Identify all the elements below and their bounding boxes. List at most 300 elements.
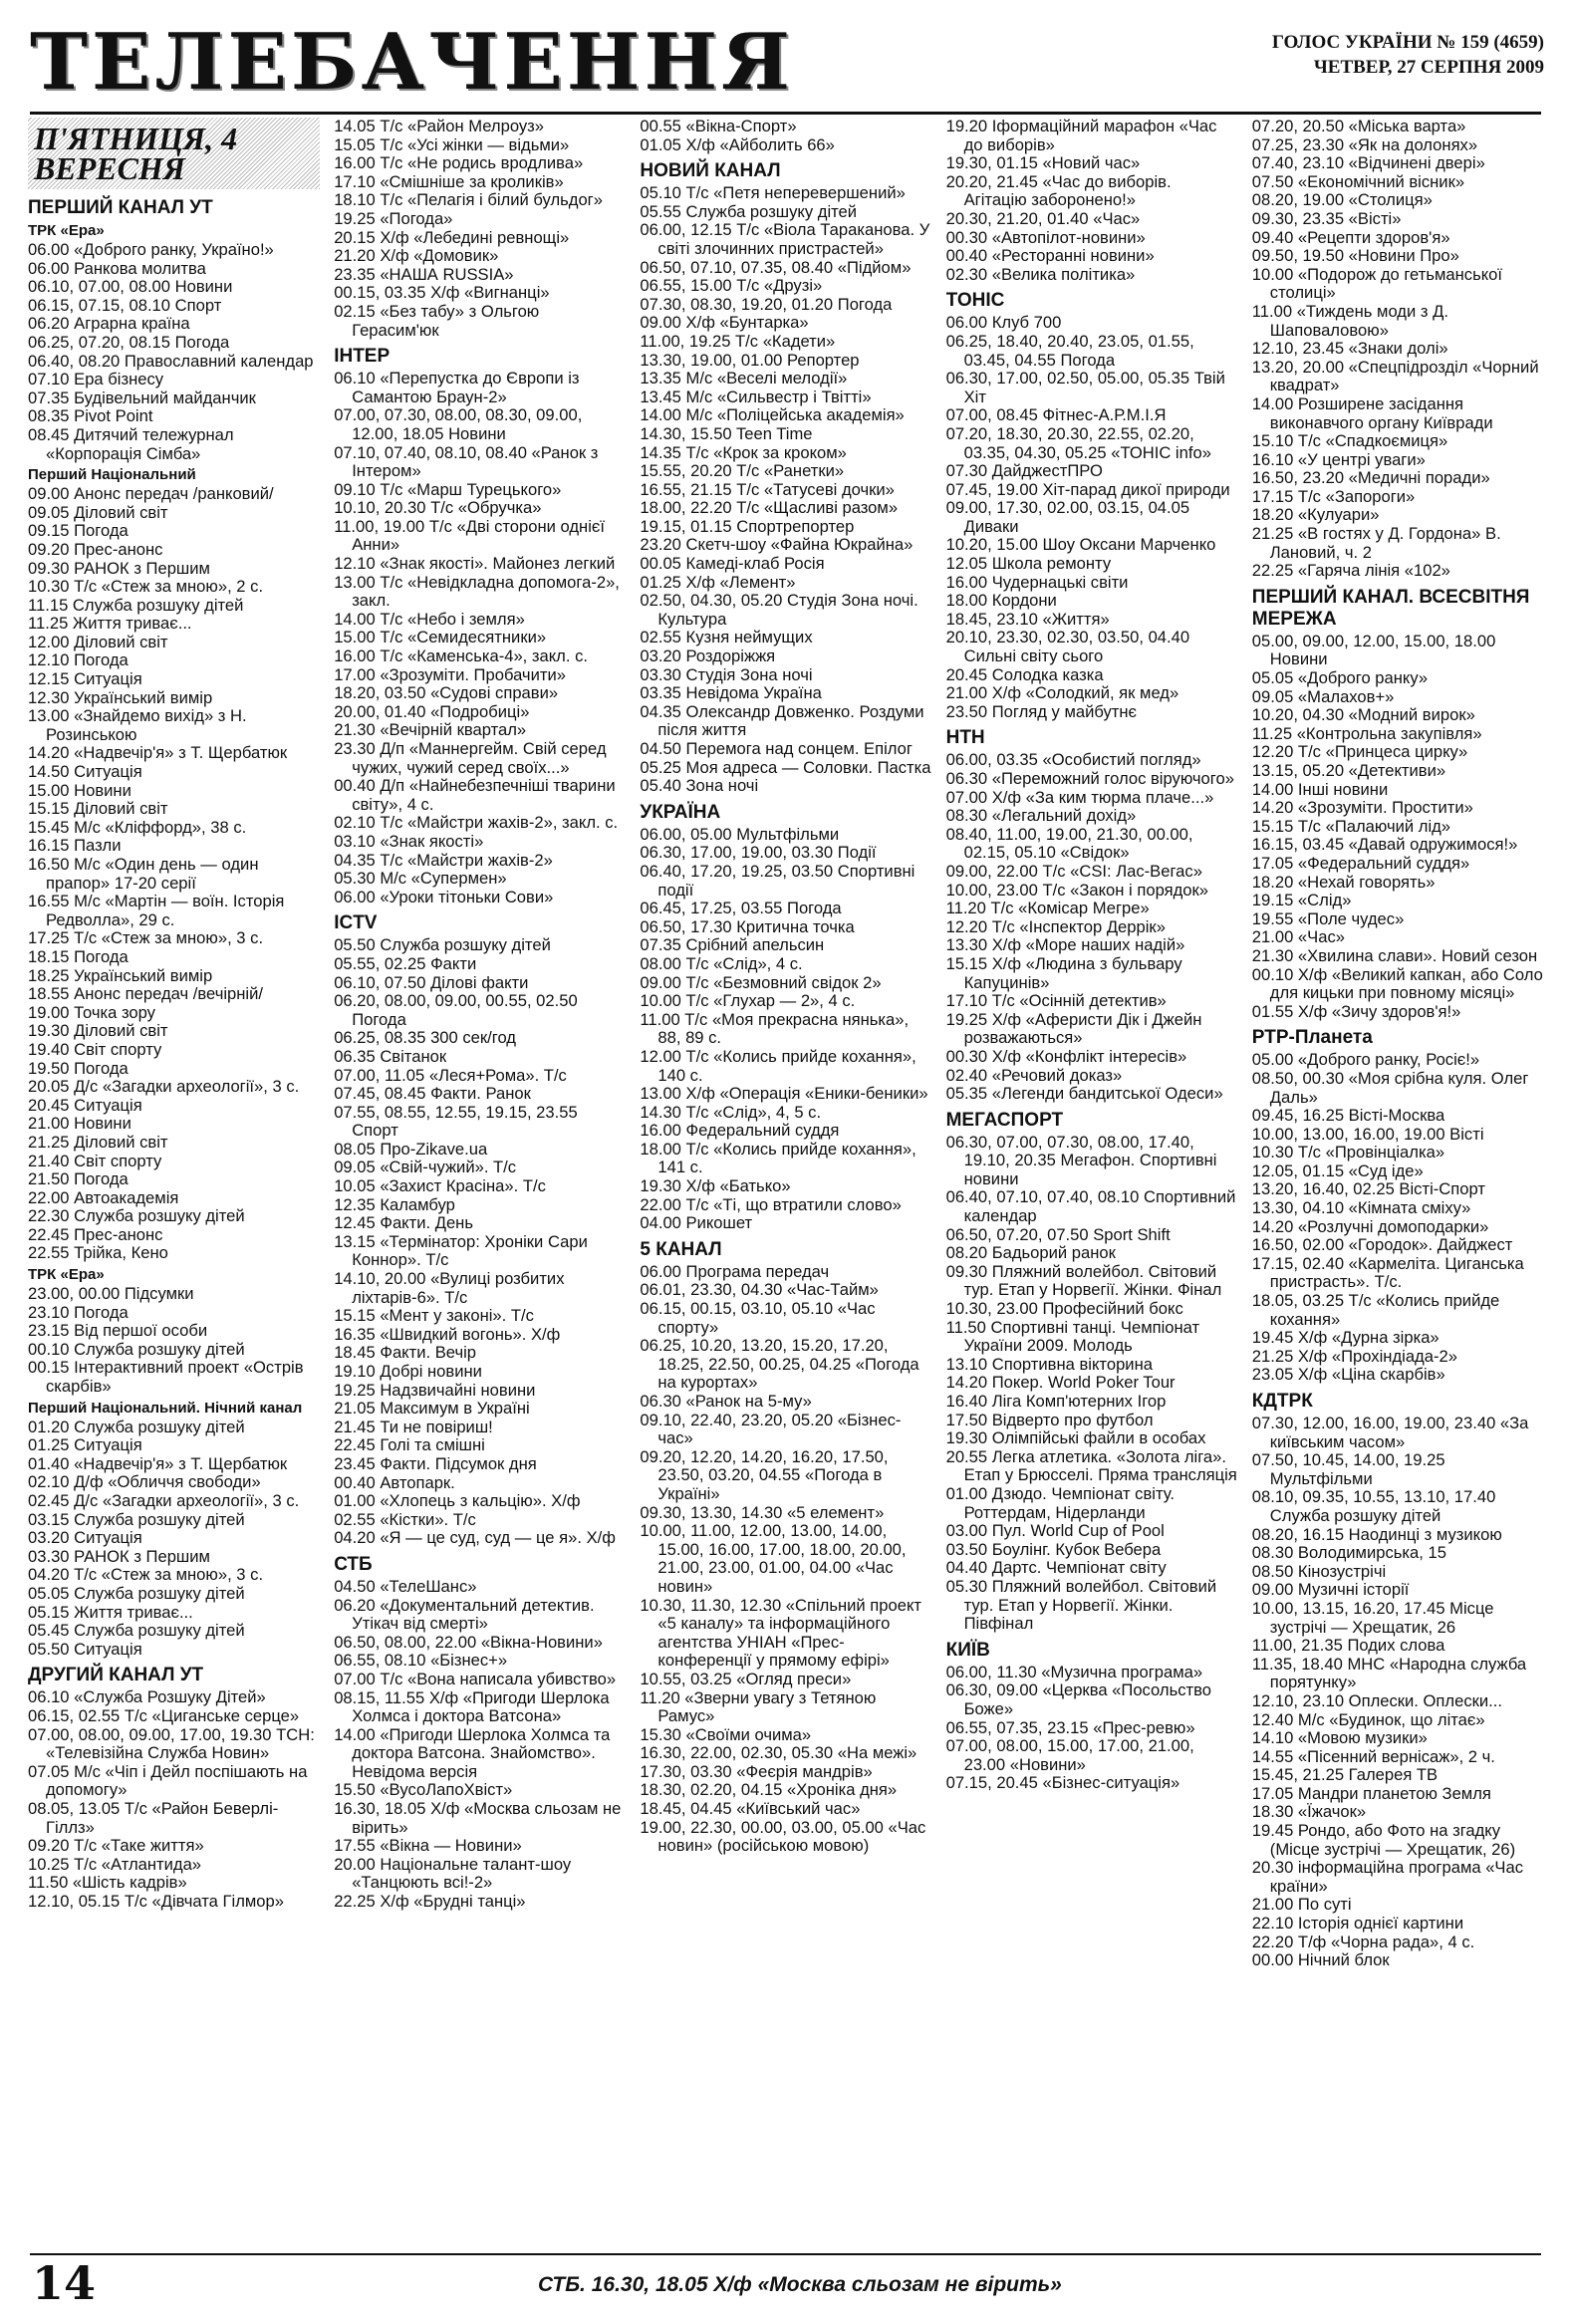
- listing-column: [28, 118, 320, 2239]
- program-entry: 12.10 Погода: [28, 650, 129, 670]
- program-entry: 09.20 Т/с «Таке життя»: [28, 1836, 204, 1856]
- program-entry: 06.55, 07.35, 23.15 «Прес-ревю»: [945, 1717, 1195, 1737]
- program-entry: 21.25 «В гостях у Д. Гордона» В. Лановий, ч. 2: [1251, 524, 1501, 562]
- program-entry: 00.10 Х/ф «Великий капкан, або Соло для кицьки при повному місяці»: [1251, 964, 1543, 1003]
- channel-heading: TOHIC: [945, 290, 1005, 312]
- program-entry: 18.55 Анонс передач /вечірній/: [28, 984, 263, 1004]
- program-entry: 19.10 Добрі новини: [334, 1362, 482, 1381]
- program-entry: 11.35, 18.40 МНС «Народна служба порятунку»: [1251, 1654, 1527, 1692]
- program-entry: 08.10, 09.35, 10.55, 13.10, 17.40 Служба розшуку дітей: [1251, 1487, 1496, 1525]
- program-entry: 21.00 Новини: [28, 1114, 131, 1134]
- program-entry: 00.00 Нічний блок: [1251, 1950, 1390, 1970]
- program-entry: 04.00 Рикошет: [640, 1213, 753, 1233]
- program-entry: 12.40 М/с «Будинок, що літає»: [1251, 1709, 1485, 1729]
- program-entry: 23.20 Скетч-шоу «Файна Юкрайна»: [640, 535, 914, 555]
- program-entry: 10.20, 04.30 «Модний вирок»: [1251, 705, 1475, 725]
- program-entry: 08.35 Pivot Point: [28, 406, 153, 426]
- program-entry: 08.00 Т/с «Слід», 4 с.: [640, 953, 803, 973]
- program-entry: 05.30 Пляжний волейбол. Світовий тур. Етап у Норвегії. Жінки. Півфінал: [945, 1576, 1217, 1634]
- program-entry: 11.00, 19.00 Т/с «Дві сторони однієї Анни»: [334, 516, 605, 555]
- program-entry: 15.15 Діловий світ: [28, 799, 168, 819]
- program-entry: 20.30 інформаційна програма «Час країни»: [1251, 1858, 1524, 1896]
- program-entry: 19.00, 22.30, 00.00, 03.00, 05.00 «Час новин» (російською мовою): [640, 1817, 926, 1856]
- program-entry: 19.00 Точка зору: [28, 1002, 155, 1022]
- program-entry: 01.55 Х/ф «Зичу здоров'я!»: [1251, 1001, 1461, 1021]
- program-entry: 21.25 Х/ф «Прохіндіада-2»: [1251, 1346, 1457, 1366]
- program-entry: 17.55 «Вікна — Новини»: [334, 1836, 522, 1856]
- program-entry: 07.45, 19.00 Хіт-парад дикої природи: [945, 479, 1230, 499]
- program-entry: 18.20, 03.50 «Судові справи»: [334, 683, 559, 703]
- program-entry: 09.10 Т/с «Марш Турецького»: [334, 479, 562, 499]
- program-entry: 18.20 «Кулуари»: [1251, 505, 1380, 525]
- program-entry: 07.00 Х/ф «За ким тюрма плаче...»: [945, 787, 1214, 807]
- program-entry: 06.25, 10.20, 13.20, 15.20, 17.20, 18.25, 22.50, 00.25, 04.25 «Погода на курортах»: [640, 1336, 919, 1393]
- program-entry: 14.20 «Зрозуміти. Простити»: [1251, 798, 1473, 818]
- program-entry: 06.00 «Уроки тітоньки Сови»: [334, 887, 554, 906]
- program-entry: 13.45 М/с «Сильвестр і Твітті»: [640, 387, 872, 406]
- program-entry: 03.50 Боулінг. Кубок Вебера: [945, 1539, 1162, 1559]
- program-entry: 15.45, 21.25 Галерея ТВ: [1251, 1765, 1439, 1785]
- program-entry: 11.20 «Зверни увагу з Тетяною Рамус»: [640, 1687, 877, 1726]
- channel-heading: РТР-Планета: [1251, 1027, 1373, 1049]
- program-entry: 02.55 Кузня неймущих: [640, 628, 813, 647]
- program-entry: 02.30 «Велика політика»: [945, 264, 1136, 284]
- program-entry: 17.15, 02.40 «Кармеліта. Циганська пристрасть». Т/с.: [1251, 1253, 1524, 1292]
- program-entry: 00.40 Автопарк.: [334, 1472, 455, 1492]
- program-entry: 19.45 Рондо, або Фото на згадку (Місце зустрічі — Хрещатик, 26): [1251, 1821, 1516, 1859]
- program-entry: 09.40 «Рецепти здоров'я»: [1251, 227, 1450, 247]
- program-entry: 18.15 Погода: [28, 946, 129, 966]
- program-entry: 12.45 Факти. День: [334, 1213, 473, 1233]
- footer-promo: СТБ. 16.30, 18.05 Х/ф «Москва сльозам не вірить»: [538, 2273, 1062, 2296]
- program-entry: 06.00, 05.00 Мультфільми: [640, 824, 840, 844]
- program-entry: 19.30 Х/ф «Батько»: [640, 1176, 791, 1196]
- program-entry: 16.15, 03.45 «Давай одружимося!»: [1251, 835, 1518, 855]
- program-entry: 22.00 Т/с «Ті, що втратили слово»: [640, 1194, 902, 1214]
- program-entry: 09.00, 17.30, 02.00, 03.15, 04.05 Диваки: [945, 498, 1190, 536]
- program-entry: 08.30 Володимирська, 15: [1251, 1543, 1446, 1563]
- program-entry: 07.50, 10.45, 14.00, 19.25 Мультфільми: [1251, 1450, 1445, 1488]
- header-divider: [30, 112, 1541, 115]
- program-entry: 16.30, 18.05 Х/ф «Москва сльозам не вірить»: [334, 1799, 622, 1837]
- program-entry: 16.55 М/с «Мартін — воїн. Історія Редволла», 29 с.: [28, 892, 285, 929]
- channel-subheading: ТРК «Ера»: [28, 222, 105, 239]
- program-entry: 13.10 Спортивна вікторина: [945, 1354, 1153, 1374]
- program-entry: 05.25 Моя адреса — Соловки. Пастка: [640, 757, 931, 777]
- program-entry: 16.00 Федеральний суддя: [640, 1121, 840, 1141]
- program-entry: 15.55, 20.20 Т/с «Ранетки»: [640, 461, 845, 481]
- program-entry: 21.00 «Час»: [1251, 927, 1345, 947]
- program-entry: 09.10, 22.40, 23.20, 05.20 «Бізнес-час»: [640, 1410, 902, 1448]
- program-entry: 10.00 Т/с «Глухар — 2», 4 с.: [640, 991, 856, 1011]
- program-entry: 06.25, 08.35 300 сек/год: [334, 1028, 516, 1048]
- program-entry: 06.10, 07.00, 08.00 Новини: [28, 277, 233, 297]
- program-entry: 09.50, 19.50 «Новини Про»: [1251, 246, 1459, 266]
- program-entry: 06.00 Програма передач: [640, 1261, 830, 1281]
- program-entry: 07.35 Срібний апельсин: [640, 935, 825, 955]
- program-entry: 18.45, 04.45 «Київський час»: [640, 1799, 861, 1819]
- listing-column: [334, 118, 626, 2239]
- program-entry: 13.20, 20.00 «Спецпідрозділ «Чорний квадрат»: [1251, 357, 1539, 395]
- program-entry: 06.40, 07.10, 07.40, 08.10 Спортивний календар: [945, 1187, 1236, 1226]
- program-entry: 22.00 Автоакадемія: [28, 1187, 179, 1207]
- program-entry: 04.20 «Я — це суд, суд — це я». Х/ф: [334, 1528, 616, 1548]
- program-entry: 06.30, 17.00, 02.50, 05.00, 05.35 Твій Хіт: [945, 369, 1225, 406]
- program-entry: 14.10 «Мовою музики»: [1251, 1728, 1428, 1748]
- channel-heading: 5 КАНАЛ: [640, 1238, 722, 1260]
- issue-date: ЧЕТВЕР, 27 СЕРПНЯ 2009: [1313, 57, 1544, 78]
- program-entry: 06.20 «Документальний детектив. Утікач від смерті»: [334, 1595, 595, 1634]
- program-entry: 19.20 Іформаційний марафон «Час до виборів»: [945, 118, 1217, 154]
- program-entry: 06.00, 11.30 «Музична програма»: [945, 1662, 1203, 1681]
- program-entry: 12.30 Український вимір: [28, 687, 213, 707]
- program-entry: 10.30, 11.30, 12.30 «Спільний проект «5 каналу» та інформаційного агентства УНІАН «Прес-конференції у прямому ефірі»: [640, 1595, 922, 1671]
- program-entry: 15.05 Т/с «Усі жінки — відьми»: [334, 134, 570, 154]
- program-entry: 15.00 Новини: [28, 780, 131, 800]
- program-entry: 16.00 Чудернацькі світи: [945, 572, 1129, 592]
- listing-column: [946, 118, 1238, 2239]
- program-entry: 06.20, 08.00, 09.00, 00.55, 02.50 Погода: [334, 991, 578, 1029]
- program-entry: 20.20, 21.45 «Час до виборів. Агітацію заборонено!»: [945, 171, 1172, 210]
- program-entry: 06.00, 12.15 Т/с «Віола Тараканова. У світі злочинних пристрастей»: [640, 220, 930, 258]
- channel-subheading: ТРК «Ера»: [28, 1266, 105, 1284]
- program-entry: 18.30, 02.20, 04.15 «Хроніка дня»: [640, 1780, 898, 1800]
- program-entry: 07.00, 08.00, 09.00, 17.00, 19.30 ТСН: «Телевізійна Служба Новин»: [28, 1724, 315, 1763]
- program-entry: 02.50, 04.30, 05.20 Студія Зона ночі. Культура: [640, 591, 918, 629]
- program-entry: 04.35 Т/с «Майстри жахів-2»: [334, 850, 553, 870]
- program-entry: 07.30 ДайджестПРО: [945, 461, 1103, 481]
- program-entry: 10.10, 20.30 Т/с «Обручка»: [334, 498, 542, 518]
- program-entry: 03.20 Ситуація: [28, 1528, 142, 1548]
- program-entry: 09.45, 16.25 Вісті-Москва: [1251, 1106, 1445, 1126]
- program-entry: 06.01, 23.30, 04.30 «Час-Тайм»: [640, 1280, 879, 1300]
- program-entry: 08.15, 11.55 Х/ф «Пригоди Шерлока Холмса і доктора Ватсона»: [334, 1687, 610, 1726]
- program-entry: 20.10, 23.30, 02.30, 03.50, 04.40 Сильні світу сього: [945, 628, 1190, 666]
- program-entry: 21.50 Погода: [28, 1169, 129, 1189]
- program-entry: 14.00 «Пригоди Шерлока Холмса та доктора Ватсона. Знайомство». Невідома версія: [334, 1724, 611, 1781]
- program-entry: 09.30, 23.35 «Вісті»: [1251, 208, 1402, 228]
- program-entry: 10.30 Т/с «Провінціалка»: [1251, 1143, 1445, 1162]
- program-entry: 07.00, 08.45 Фітнес-А.Р.М.І.Я: [945, 405, 1167, 425]
- program-entry: 18.05, 03.25 Т/с «Колись прийде кохання»: [1251, 1291, 1500, 1329]
- program-entry: 21.20 Х/ф «Домовик»: [334, 246, 499, 266]
- program-entry: 11.00 «Тиждень моди з Д. Шаповаловою»: [1251, 301, 1448, 340]
- program-entry: 04.50 «ТелеШанс»: [334, 1576, 477, 1596]
- program-entry: 09.00 Т/с «Безмовний свідок 2»: [640, 972, 882, 992]
- program-entry: 01.00 Дзюдо. Чемпіонат світу. Роттердам, Нідерланди: [945, 1483, 1176, 1522]
- program-entry: 12.20 Т/с «Інспектор Деррік»: [945, 916, 1166, 936]
- footer-divider: [30, 2253, 1541, 2255]
- program-entry: 08.30 «Легальний дохід»: [945, 806, 1137, 826]
- program-entry: 13.15 «Термінатор: Хроніки Сари Коннор». Т/с: [334, 1231, 588, 1270]
- program-entry: 04.50 Перемога над сонцем. Епілог: [640, 739, 913, 758]
- program-entry: 03.35 Невідома Україна: [640, 683, 822, 703]
- program-entry: 19.55 «Поле чудес»: [1251, 908, 1405, 928]
- program-entry: 06.30 «Ранок на 5-му»: [640, 1392, 812, 1411]
- program-entry: 05.45 Служба розшуку дітей: [28, 1621, 245, 1641]
- program-entry: 07.00 Т/с «Вона написала убивство»: [334, 1669, 617, 1688]
- program-entry: 21.25 Діловий світ: [28, 1132, 168, 1152]
- program-entry: 01.40 «Надвечір'я» з Т. Щербатюк: [28, 1453, 288, 1473]
- program-entry: 23.30 Д/п «Маннергейм. Свій серед чужих, чужий серед своїх...»: [334, 739, 607, 777]
- program-entry: 06.20 Аграрна країна: [28, 314, 190, 334]
- program-entry: 19.30 Олімпійські файли в особах: [945, 1428, 1206, 1448]
- program-entry: 11.15 Служба розшуку дітей: [28, 595, 244, 615]
- program-entry: 09.20 Прес-анонс: [28, 539, 163, 559]
- program-entry: 09.05 «Малахов+»: [1251, 686, 1395, 706]
- program-entry: 00.10 Служба розшуку дітей: [28, 1339, 245, 1359]
- program-entry: 07.25, 23.30 «Як на долонях»: [1251, 134, 1478, 154]
- program-entry: 05.35 «Легенди бандитської Одеси»: [945, 1084, 1223, 1104]
- program-entry: 16.40 Ліга Комп'ютерних Ігор: [945, 1392, 1167, 1411]
- program-entry: 16.15 Пазли: [28, 836, 122, 856]
- program-entry: 17.30, 03.30 «Феєрія мандрів»: [640, 1761, 873, 1781]
- program-entry: 16.10 «У центрі уваги»: [1251, 449, 1426, 469]
- program-entry: 05.10 Т/с «Петя неперевершений»: [640, 183, 906, 203]
- program-entry: 02.10 Т/с «Майстри жахів-2», закл. с.: [334, 813, 619, 833]
- program-entry: 13.30, 04.10 «Кімната сміху»: [1251, 1198, 1471, 1218]
- program-entry: 09.05 Діловий світ: [28, 502, 168, 522]
- program-entry: 10.00, 11.00, 12.00, 13.00, 14.00, 15.00, 16.00, 17.00, 18.00, 20.00, 21.00, 23.00, 01.00, 04.00 «Час новин»: [640, 1521, 907, 1596]
- channel-subheading: Перший Національний. Нічний канал: [28, 1399, 303, 1417]
- program-entry: 01.25 Х/ф «Лемент»: [640, 572, 796, 592]
- program-entry: 20.00 Національне талант-шоу «Танцюють всі!-2»: [334, 1854, 572, 1893]
- program-entry: 22.30 Служба розшуку дітей: [28, 1206, 245, 1226]
- program-entry: 21.40 Світ спорту: [28, 1151, 162, 1170]
- program-entry: 16.55, 21.15 Т/с «Татусеві дочки»: [640, 479, 895, 499]
- channel-heading: ICTV: [334, 912, 378, 934]
- issue-info: [1272, 30, 1544, 80]
- program-entry: 07.10 Ера бізнесу: [28, 370, 164, 389]
- program-entry: 06.50, 07.10, 07.35, 08.40 «Підйом»: [640, 257, 912, 277]
- program-entry: 06.00 «Доброго ранку, Україно!»: [28, 240, 274, 259]
- channel-heading: МЕГАСПОРТ: [945, 1109, 1064, 1131]
- program-entry: 09.00 Анонс передач /ранковий/: [28, 484, 274, 504]
- program-entry: 19.25 «Погода»: [334, 208, 453, 228]
- program-entry: 17.50 Відверто про футбол: [945, 1410, 1154, 1429]
- program-entry: 00.40 Д/п «Найнебезпечніші тварини світу», 4 с.: [334, 776, 616, 814]
- program-entry: 10.30, 23.00 Професійний бокс: [945, 1299, 1183, 1319]
- program-entry: 13.00 Х/ф «Операція «Еники-беники»: [640, 1084, 928, 1104]
- program-entry: 05.05 «Доброго ранку»: [1251, 668, 1429, 688]
- program-entry: 08.50 Кінозустрічі: [1251, 1561, 1387, 1581]
- program-entry: 00.55 «Вікна-Спорт»: [640, 118, 797, 135]
- program-entry: 20.45 Солодка казка: [945, 664, 1104, 684]
- program-entry: 00.15 Інтерактивний проект «Острів скарбів»: [28, 1358, 304, 1397]
- program-entry: 19.15 «Слід»: [1251, 891, 1352, 910]
- program-entry: 22.10 Історія однієї картини: [1251, 1914, 1464, 1934]
- program-entry: 21.00 По суті: [1251, 1895, 1352, 1915]
- program-entry: 16.50, 23.20 «Медичні поради»: [1251, 468, 1490, 488]
- program-entry: 15.15 Х/ф «Людина з бульвару Капуцинів»: [945, 953, 1182, 992]
- program-entry: 06.15, 02.55 Т/с «Циганське серце»: [28, 1705, 300, 1725]
- program-entry: 01.05 Х/ф «Айболить 66»: [640, 134, 835, 154]
- program-entry: 03.00 Пул. World Cup of Pool: [945, 1521, 1165, 1541]
- program-entry: 17.10 Т/с «Осінній детектив»: [945, 991, 1167, 1011]
- program-entry: 14.00 Т/с «Небо і земля»: [334, 609, 525, 629]
- program-entry: 02.40 «Речовий доказ»: [945, 1065, 1123, 1085]
- program-entry: 06.30, 09.00 «Церква «Посольство Боже»: [945, 1680, 1211, 1718]
- program-entry: 21.45 Ти не повіриш!: [334, 1417, 493, 1436]
- program-entry: 15.10 Т/с «Спадкоємиця»: [1251, 431, 1448, 451]
- day-heading: П'ЯТНИЦЯ, 4 ВЕРЕСНЯ: [28, 118, 320, 189]
- program-entry: 14.20 «Надвечір'я» з Т. Щербатюк: [28, 743, 288, 763]
- program-entry: 23.35 «НАША RUSSIA»: [334, 264, 514, 284]
- program-entry: 19.40 Світ спорту: [28, 1039, 162, 1059]
- program-entry: 18.10 Т/с «Пелагія і білий бульдог»: [334, 190, 603, 210]
- program-entry: 10.20, 15.00 Шоу Оксани Марченко: [945, 535, 1216, 555]
- program-entry: 10.25 Т/с «Атлантида»: [28, 1854, 202, 1874]
- program-entry: 00.30 «Автопілот-новини»: [945, 227, 1146, 247]
- program-entry: 07.45, 08.45 Факти. Ранок: [334, 1084, 531, 1104]
- program-entry: 09.00, 22.00 Т/с «CSI: Лас-Вегас»: [945, 861, 1202, 881]
- program-entry: 12.00 Діловий світ: [28, 632, 168, 651]
- program-entry: 06.00 Ранкова молитва: [28, 258, 206, 278]
- program-entry: 12.05, 01.15 «Суд іде»: [1251, 1161, 1424, 1180]
- program-entry: 04.20 Т/с «Стеж за мною», 3 с.: [28, 1565, 264, 1585]
- channel-heading: ІНТЕР: [334, 346, 391, 368]
- program-entry: 08.05 Про-Zikave.ua: [334, 1139, 488, 1159]
- program-entry: 19.50 Погода: [28, 1058, 129, 1078]
- program-entry: 06.10 «Служба Розшуку Дітей»: [28, 1687, 266, 1707]
- program-entry: 17.05 Мандри планетою Земля: [1251, 1783, 1491, 1803]
- program-entry: 12.00 Т/с «Колись прийде кохання», 140 с.: [640, 1046, 916, 1085]
- program-entry: 07.00, 11.05 «Леся+Рома». Т/с: [334, 1065, 567, 1085]
- program-entry: 22.25 «Гаряча лінія «102»: [1251, 561, 1450, 581]
- program-entry: 01.00 «Хлопець з кальцію». Х/ф: [334, 1491, 581, 1511]
- channel-heading: КИЇВ: [945, 1639, 990, 1661]
- program-entry: 08.50, 00.30 «Моя срібна куля. Олег Даль»: [1251, 1068, 1529, 1107]
- program-entry: 09.30 Пляжний волейбол. Світовий тур. Етап у Норвегії. Жінки. Фінал: [945, 1261, 1222, 1300]
- program-entry: 09.05 «Свій-чужий». Т/с: [334, 1158, 517, 1177]
- program-entry: 16.50, 02.00 «Городок». Дайджест: [1251, 1235, 1513, 1255]
- program-entry: 22.25 Х/ф «Брудні танці»: [334, 1892, 526, 1912]
- program-entry: 07.20, 18.30, 20.30, 22.55, 02.20, 03.35, 04.30, 05.25 «ТОНІС info»: [945, 423, 1211, 462]
- program-entry: 07.30, 12.00, 16.00, 19.00, 23.40 «За київським часом»: [1251, 1414, 1529, 1451]
- program-entry: 03.30 Студія Зона ночі: [640, 664, 813, 684]
- program-entry: 16.30, 22.00, 02.30, 05.30 «На межі»: [640, 1743, 917, 1763]
- program-entry: 18.00 Т/с «Колись прийде кохання», 141 с.: [640, 1139, 916, 1177]
- channel-heading: УКРАЇНА: [640, 801, 721, 823]
- program-entry: 12.15 Ситуація: [28, 669, 142, 689]
- program-entry: 10.00 «Подорож до гетьманської столиці»: [1251, 264, 1503, 303]
- program-entry: 00.30 Х/ф «Конфлікт інтересів»: [945, 1046, 1187, 1066]
- program-entry: 19.15, 01.15 Спортрепортер: [640, 516, 855, 536]
- listing-column: [640, 118, 931, 2239]
- program-entry: 14.30 Т/с «Слід», 4, 5 с.: [640, 1102, 822, 1122]
- program-entry: 19.30, 01.15 «Новий час»: [945, 153, 1141, 173]
- program-entry: 11.50 Спортивні танці. Чемпіонат України 2009. Молодь: [945, 1317, 1200, 1356]
- program-entry: 10.55, 03.25 «Огляд преси»: [640, 1669, 852, 1688]
- program-entry: 02.15 «Без табу» з Ольгою Герасим'юк: [334, 301, 540, 340]
- program-entry: 07.00, 08.00, 15.00, 17.00, 21.00, 23.00 «Новини»: [945, 1736, 1194, 1774]
- program-entry: 17.15 Т/с «Запороги»: [1251, 486, 1416, 506]
- program-entry: 11.00 Т/с «Моя прекрасна нянька», 88, 89 с.: [640, 1009, 910, 1048]
- program-entry: 05.50 Служба розшуку дітей: [334, 935, 551, 955]
- program-entry: 13.35 М/с «Веселі мелодії»: [640, 369, 848, 388]
- program-entry: 21.00 Х/ф «Солодкий, як мед»: [945, 683, 1179, 703]
- program-entry: 07.35 Будівельний майданчик: [28, 387, 256, 407]
- program-entry: 20.05 Д/с «Загадки археології», 3 с.: [28, 1077, 300, 1097]
- program-entry: 06.30 «Переможний голос віруючого»: [945, 769, 1234, 788]
- program-entry: 12.10 «Знак якості». Майонез легкий: [334, 554, 616, 574]
- program-entry: 09.30 РАНОК з Першим: [28, 558, 210, 578]
- program-entry: 09.00 Х/ф «Бунтарка»: [640, 313, 809, 333]
- program-entry: 06.35 Світанок: [334, 1046, 447, 1066]
- program-entry: 10.00, 13.00, 16.00, 19.00 Вісті: [1251, 1124, 1484, 1144]
- program-entry: 21.30 «Вечірній квартал»: [334, 720, 527, 740]
- program-entry: 22.20 Т/ф «Чорна рада», 4 с.: [1251, 1932, 1475, 1951]
- channel-heading: ДРУГИЙ КАНАЛ УТ: [28, 1665, 204, 1686]
- channel-heading: ПЕРШИЙ КАНАЛ УТ: [28, 197, 213, 218]
- program-entry: 20.15 Х/ф «Лебедині ревнощі»: [334, 227, 570, 247]
- program-entry: 01.20 Служба розшуку дітей: [28, 1417, 245, 1436]
- program-entry: 13.20, 16.40, 02.25 Вісті-Спорт: [1251, 1179, 1485, 1199]
- listing-column: [1252, 118, 1544, 2239]
- program-entry: 05.55, 02.25 Факти: [334, 953, 477, 973]
- program-entry: 07.30, 08.30, 19.20, 01.20 Погода: [640, 294, 893, 314]
- program-entry: 20.55 Легка атлетика. «Золота ліга». Етап у Брюсселі. Пряма трансляція: [945, 1446, 1237, 1485]
- program-entry: 12.05 Школа ремонту: [945, 554, 1112, 574]
- program-entry: 04.40 Дартс. Чемпіонат світу: [945, 1558, 1167, 1578]
- program-entry: 14.55 «Пісенний вернісаж», 2 ч.: [1251, 1746, 1495, 1766]
- program-entry: 20.30, 21.20, 01.40 «Час»: [945, 208, 1141, 228]
- program-entry: 07.10, 07.40, 08.10, 08.40 «Ранок з Інтером»: [334, 442, 599, 481]
- program-entry: 11.00, 21.35 Подих слова: [1251, 1636, 1445, 1656]
- program-entry: 11.00, 19.25 Т/с «Кадети»: [640, 331, 836, 351]
- program-entry: 13.00 «Знайдемо вихід» з Н. Розинською: [28, 706, 247, 744]
- program-entry: 06.50, 07.20, 07.50 Sport Shift: [945, 1224, 1171, 1244]
- program-entry: 06.55, 08.10 «Бізнес+»: [334, 1651, 508, 1671]
- program-entry: 09.00 Музичні історії: [1251, 1580, 1410, 1600]
- program-entry: 05.40 Зона ночі: [640, 776, 759, 796]
- program-entry: 06.15, 07.15, 08.10 Спорт: [28, 295, 222, 315]
- program-entry: 07.05 М/с «Чіп і Дейл поспішають на допомогу»: [28, 1761, 308, 1800]
- program-entry: 08.40, 11.00, 19.00, 21.30, 00.00, 02.15, 05.10 «Свідок»: [945, 824, 1193, 863]
- program-entry: 14.05 Т/с «Район Мелроуз»: [334, 118, 544, 135]
- program-entry: 06.50, 08.00, 22.00 «Вікна-Новини»: [334, 1632, 603, 1652]
- program-entry: 18.45, 23.10 «Життя»: [945, 609, 1110, 629]
- program-entry: 13.15, 05.20 «Детективи»: [1251, 761, 1446, 780]
- program-entry: 06.25, 18.40, 20.40, 23.05, 01.55, 03.45, 04.55 Погода: [945, 331, 1194, 370]
- program-entry: 14.10, 20.00 «Вулиці розбитих ліхтарів-6». Т/с: [334, 1269, 565, 1307]
- program-entry: 06.00, 03.35 «Особистий погляд»: [945, 750, 1201, 770]
- program-entry: 17.10 «Смішніше за кроликів»: [334, 171, 564, 191]
- program-entry: 10.00, 23.00 Т/с «Закон і порядок»: [945, 880, 1208, 900]
- program-entry: 07.40, 23.10 «Відчинені двері»: [1251, 153, 1485, 173]
- program-entry: 15.00 Т/с «Семидесятники»: [334, 628, 547, 647]
- program-entry: 08.20, 19.00 «Столиця»: [1251, 190, 1433, 210]
- program-entry: 05.50 Ситуація: [28, 1639, 142, 1659]
- program-entry: 13.00 Т/с «Невідкладна допомога-2», закл.: [334, 572, 620, 611]
- program-entry: 13.30 Х/ф «Море наших надій»: [945, 935, 1185, 955]
- program-entry: 18.25 Український вимір: [28, 965, 213, 985]
- program-entry: 00.15, 03.35 Х/ф «Вигнанці»: [334, 283, 550, 303]
- program-entry: 14.00 Розширене засідання виконавчого органу Київради: [1251, 393, 1493, 432]
- program-entry: 05.00 «Доброго ранку, Росіє!»: [1251, 1050, 1480, 1070]
- program-entry: 12.10, 23.45 «Знаки долі»: [1251, 339, 1448, 359]
- program-entry: 05.05 Служба розшуку дітей: [28, 1583, 245, 1603]
- program-entry: 03.30 РАНОК з Першим: [28, 1546, 210, 1566]
- program-entry: 23.50 Погляд у майбутнє: [945, 701, 1138, 721]
- program-entry: 14.35 Т/с «Крок за кроком»: [640, 442, 847, 462]
- program-entry: 09.20, 12.20, 14.20, 16.20, 17.50, 23.50, 03.20, 04.55 «Погода в Україні»: [640, 1446, 889, 1503]
- program-entry: 18.00 Кордони: [945, 591, 1057, 611]
- program-entry: 05.00, 09.00, 12.00, 15.00, 18.00 Новини: [1251, 631, 1496, 669]
- program-entry: 23.00, 00.00 Підсумки: [28, 1284, 194, 1304]
- program-entry: 07.20, 20.50 «Міська варта»: [1251, 118, 1466, 135]
- program-entry: 19.45 Х/ф «Дурна зірка»: [1251, 1328, 1440, 1348]
